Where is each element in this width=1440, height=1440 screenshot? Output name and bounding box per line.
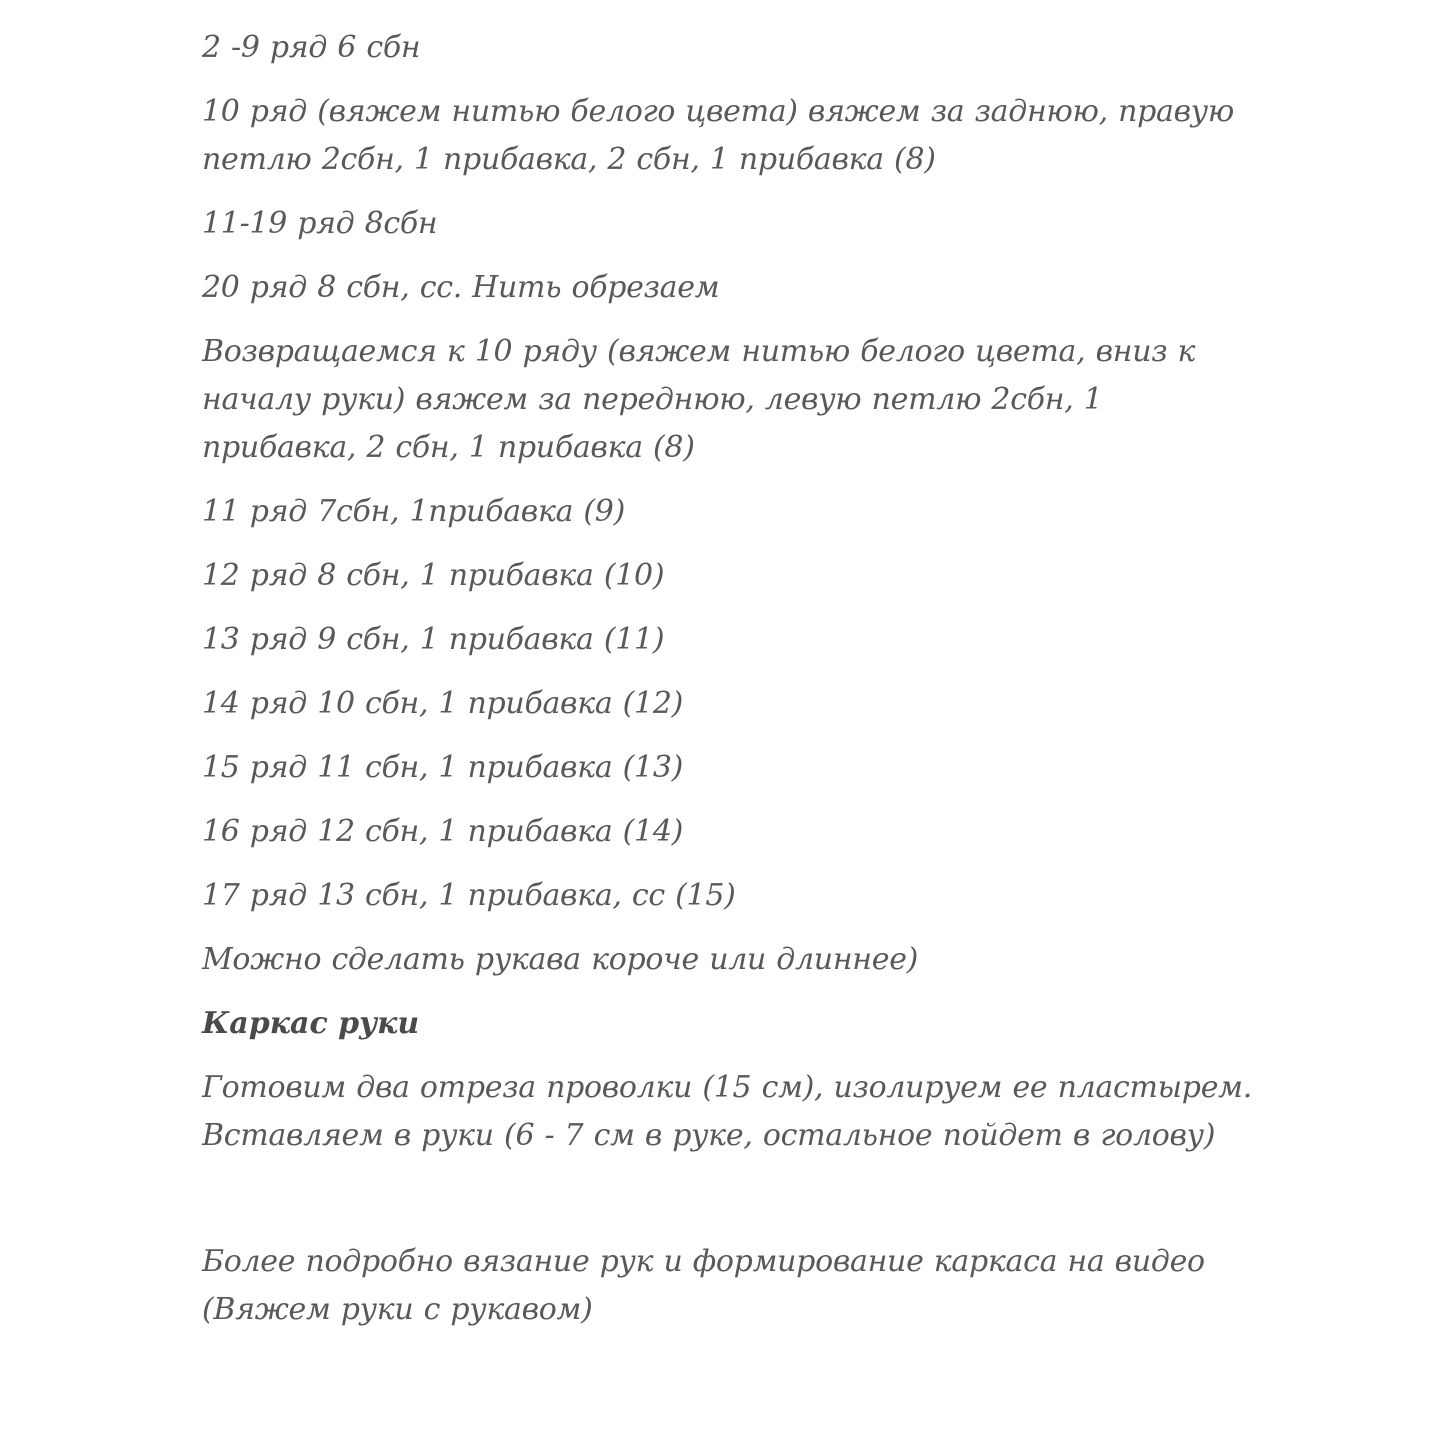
row-16-sleeve: 16 ряд 12 сбн, 1 прибавка (14): [202, 814, 684, 849]
row-10-back-loop: 10 ряд (вяжем нитью белого цвета) вяжем за заднюю, правую петлю 2сбн, 1 прибавка, 2 сбн, 1 прибавка (8): [202, 94, 1235, 177]
row-2-9: 2 -9 ряд 6 сбн: [202, 30, 421, 65]
row-15-sleeve: 15 ряд 11 сбн, 1 прибавка (13): [202, 750, 684, 785]
row-13-sleeve: 13 ряд 9 сбн, 1 прибавка (11): [202, 622, 665, 657]
frame-section-text: Готовим два отреза проволки (15 см), изолируем ее пластырем. Вставляем в руки (6 - 7 см в руке, остальное пойдет в голову): [202, 1070, 1252, 1153]
row-20: 20 ряд 8 сбн, сс. Нить обрезаем: [202, 270, 720, 305]
video-note: Более подробно вязание рук и формирование каркаса на видео (Вяжем руки с рукавом): [202, 1244, 1205, 1327]
sleeve-length-note: Можно сделать рукава короче или длиннее): [202, 942, 919, 977]
row-12-sleeve: 12 ряд 8 сбн, 1 прибавка (10): [202, 558, 665, 593]
row-14-sleeve: 14 ряд 10 сбн, 1 прибавка (12): [202, 686, 684, 721]
row-11-19: 11-19 ряд 8сбн: [202, 206, 438, 241]
row-11-sleeve: 11 ряд 7сбн, 1прибавка (9): [202, 494, 625, 529]
row-17-sleeve: 17 ряд 13 сбн, 1 прибавка, сс (15): [202, 878, 736, 913]
return-to-row-10: Возвращаемся к 10 ряду (вяжем нитью белого цвета, вниз к началу руки) вяжем за переднюю, левую петлю 2сбн, 1 прибавка, 2 сбн, 1 прибавка (8): [202, 334, 1196, 465]
frame-section-heading: Каркас руки: [202, 1006, 420, 1041]
document-page: [202, 24, 1262, 1350]
